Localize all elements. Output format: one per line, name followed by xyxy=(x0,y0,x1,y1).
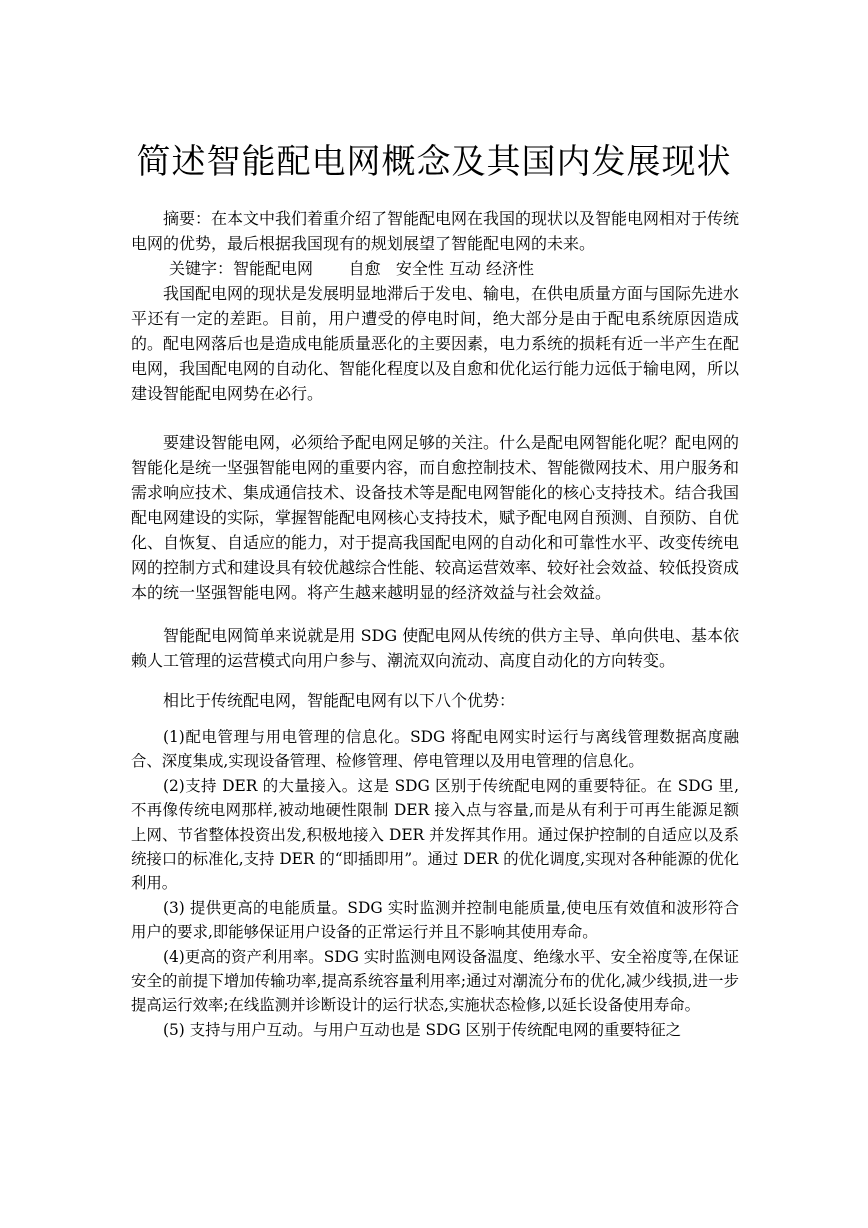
document-title: 简述智能配电网概念及其国内发展现状 xyxy=(136,142,732,182)
advantage-item-2: (2)支持 DER 的大量接入。这是 SDG 区别于传统配电网的重要特征。在 SDG 里,不再像传统电网那样,被动地硬性限制 DER 接入点与容量,而是从有利于可再生能源足额上网、节省整体投资出发,积极地接入 DER 并发挥其作用。通过保护控制的自适应以及系统接口的标准化,支持 DER 的“即插即用”。通过 DER 的优化调度,实现对各种能源的优化利用。 xyxy=(131,776,739,893)
advantage-item-5: (5) 支持与用户互动。与用户互动也是 SDG 区别于传统配电网的重要特征之 xyxy=(163,1020,681,1039)
document-body xyxy=(131,206,739,1042)
paragraph-smart-grid: 要建设智能电网，必须给予配电网足够的关注。什么是配电网智能化呢？配电网的智能化是统一坚强智能电网的重要内容，而自愈控制技术、智能微网技术、用户服务和需求响应技术、集成通信技术、设备技术等是配电网智能化的核心支持技术。结合我国配电网建设的实际，掌握智能配电网核心支持技术，赋予配电网自预测、自预防、自优化、自恢复、自适应的能力，对于提高我国配电网的自动化和可靠性水平、改变传统电网的控制方式和建设具有较优越综合性能、较高运营效率、较好社会效益、较低投资成本的统一坚强智能电网。将产生越来越明显的经济效益与社会效益。 xyxy=(131,433,740,602)
advantage-item-3: (3) 提供更高的电能质量。SDG 实时监测并控制电能质量,使电压有效值和波形符合用户的要求,即能够保证用户设备的正常运行并且不影响其使用寿命。 xyxy=(131,898,739,942)
keywords-line: 关键字：智能配电网 自愈 安全性 互动 经济性 xyxy=(169,259,535,278)
advantage-item-4: (4)更高的资产利用率。SDG 实时监测电网设备温度、绝缘水平、安全裕度等,在保证安全的前提下增加传输功率,提高系统容量利用率;通过对潮流分布的优化,减少线损,进一步提高运行效率;在线监测并诊断设计的运行状态,实施状态检修,以延长设备使用寿命。 xyxy=(131,947,739,1015)
advantage-item-1: (1)配电管理与用电管理的信息化。SDG 将配电网实时运行与离线管理数据高度融合、深度集成,实现设备管理、检修管理、停电管理以及用电管理的信息化。 xyxy=(131,728,739,771)
abstract-paragraph: 摘要：在本文中我们着重介绍了智能配电网在我国的现状以及智能电网相对于传统电网的优势，最后根据我国现有的规划展望了智能配电网的未来。 xyxy=(131,209,740,253)
paragraph-status: 我国配电网的现状是发展明显地滞后于发电、输电，在供电质量方面与国际先进水平还有一定的差距。目前，用户遭受的停电时间，绝大部分是由于配电系统原因造成的。配电网落后也是造成电能质量恶化的主要因素，电力系统的损耗有近一半产生在配电网，我国配电网的自动化、智能化程度以及自愈和优化运行能力远低于输电网，所以建设智能配电网势在必行。 xyxy=(131,284,740,403)
paragraph-advantages-intro: 相比于传统配电网，智能配电网有以下八个优势： xyxy=(163,691,516,710)
paragraph-definition: 智能配电网简单来说就是用 SDG 使配电网从传统的供方主导、单向供电、基本依赖人工管理的运营模式向用户参与、潮流双向流动、高度自动化的方向转变。 xyxy=(131,626,739,670)
